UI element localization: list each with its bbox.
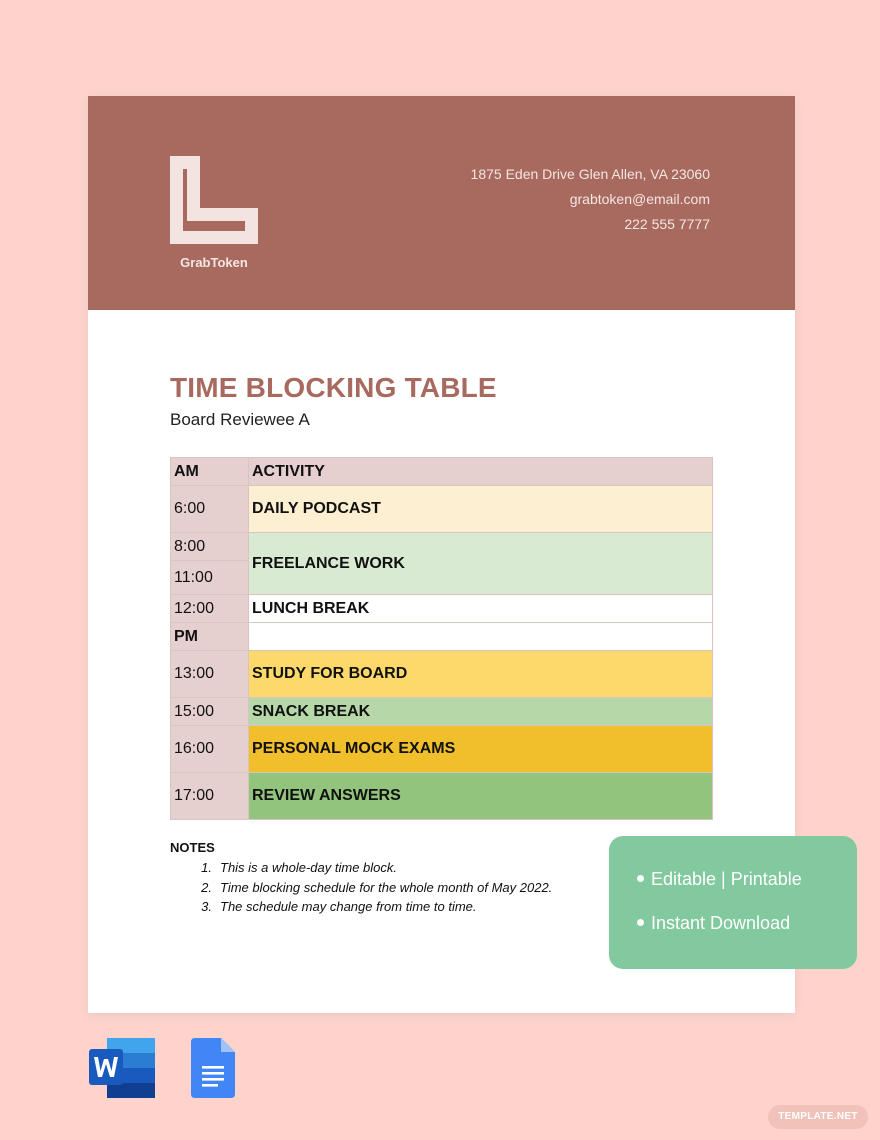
time-cell: 13:00 [171,651,249,698]
pm-header: PM [171,623,249,651]
company-name: GrabToken [180,255,248,270]
feature-label: Editable | Printable [651,869,802,889]
bullet-icon [637,919,644,926]
note-number: 2. [201,879,212,895]
watermark-badge: TEMPLATE.NET [768,1105,868,1129]
page-title: TIME BLOCKING TABLE [170,372,497,403]
activity-header: ACTIVITY [249,458,713,486]
time-cell: 17:00 [171,773,249,820]
time-cell: 11:00 [171,561,249,595]
activity-cell: PERSONAL MOCK EXAMS [249,726,713,773]
company-address: 1875 Eden Drive Glen Allen, VA 23060 [470,166,710,182]
empty-cell [249,623,713,651]
activity-cell: LUNCH BREAK [249,595,713,623]
table-row [171,698,713,726]
note-number: 3. [201,899,212,914]
time-cell: 15:00 [171,698,249,726]
note-number: 1. [201,860,212,875]
list-item [170,897,552,917]
page-subtitle: Board Reviewee A [170,410,310,429]
features-badge [609,836,857,969]
table-row [171,623,713,651]
table-row [171,533,713,561]
note-text: Time blocking schedule for the whole month of May 2022. [220,879,553,895]
activity-cell: FREELANCE WORK [249,533,713,595]
table-row [171,651,713,698]
activity-cell: SNACK BREAK [249,698,713,726]
am-header: AM [171,458,249,486]
feature-label: Instant Download [651,913,791,933]
list-item [170,858,552,878]
grabtoken-logo-icon [170,156,258,244]
feature-item [637,913,790,934]
activity-cell: STUDY FOR BOARD [249,651,713,698]
activity-cell: REVIEW ANSWERS [249,773,713,820]
table-row [171,595,713,623]
activity-cell: DAILY PODCAST [249,486,713,533]
time-cell: 12:00 [171,595,249,623]
time-blocking-table [170,457,713,820]
table-header-row [171,458,713,486]
table-row [171,726,713,773]
company-email[interactable]: grabtoken@email.com [569,191,710,207]
note-text: The schedule may change from time to time. [220,899,477,914]
note-text: This is a whole-day time block. [220,860,398,875]
table-row [171,486,713,533]
company-phone: 222 555 7777 [624,216,710,232]
document-header [88,96,795,310]
notes-list [170,858,552,917]
list-item [170,878,552,898]
feature-item [637,869,802,890]
table-row [171,773,713,820]
time-cell: 8:00 [171,533,249,561]
notes-heading: NOTES [170,840,215,855]
google-docs-icon[interactable] [191,1038,235,1098]
time-cell: 6:00 [171,486,249,533]
bullet-icon [637,875,644,882]
time-cell: 16:00 [171,726,249,773]
microsoft-word-icon[interactable] [89,1038,157,1098]
